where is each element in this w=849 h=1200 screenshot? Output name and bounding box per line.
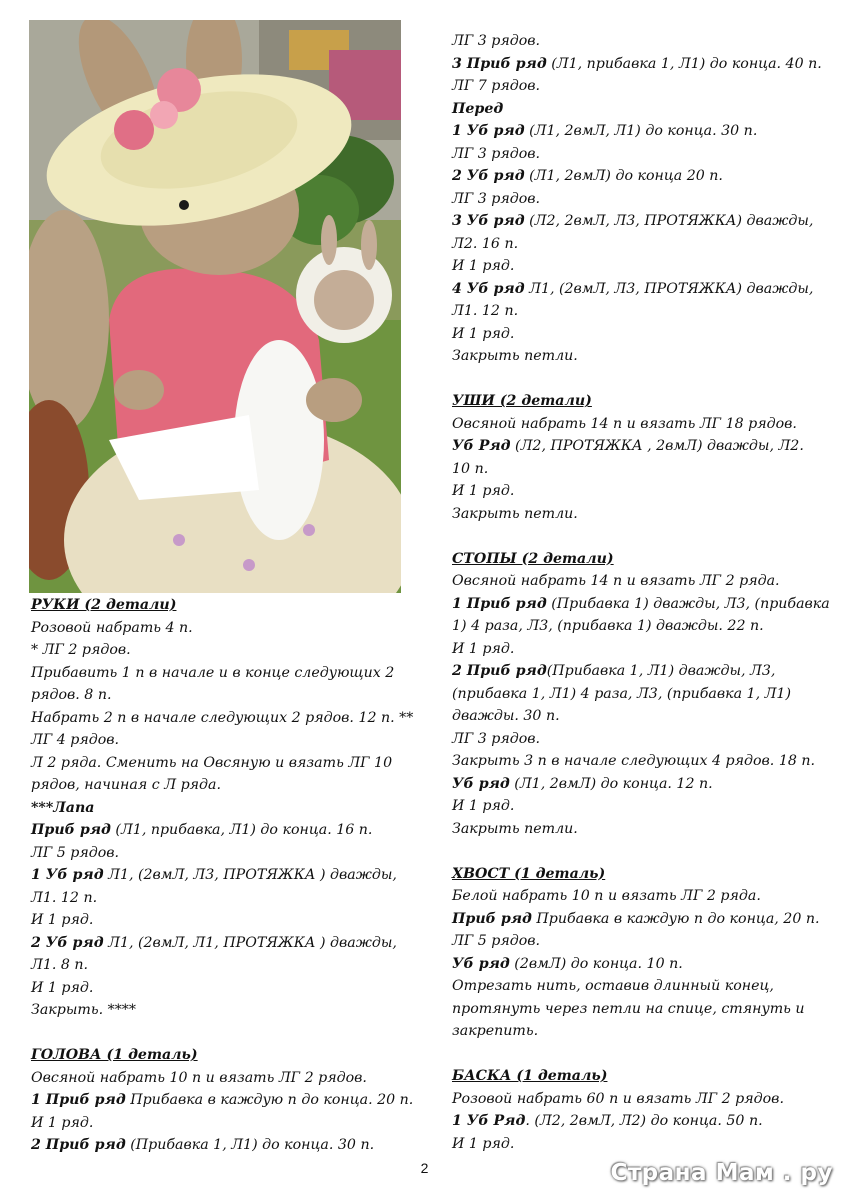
section-heading: СТОПЫ (2 детали) bbox=[452, 550, 614, 567]
instruction-text: ЛГ 3 рядов. bbox=[452, 730, 541, 747]
left-column-line bbox=[31, 774, 426, 797]
row-label: 2 Приб ряд bbox=[452, 663, 547, 679]
row-label: 1 Уб ряд bbox=[452, 123, 525, 139]
left-column-line bbox=[31, 842, 426, 865]
left-column-line bbox=[31, 999, 426, 1022]
right-column-line bbox=[452, 278, 842, 301]
section-heading: БАСКА (1 деталь) bbox=[452, 1068, 608, 1084]
paragraph-gap bbox=[452, 368, 842, 391]
left-column-line bbox=[31, 594, 426, 617]
instruction-text: (2вмЛ) до конца. 10 п. bbox=[509, 955, 683, 972]
paragraph-gap bbox=[31, 1022, 426, 1045]
instruction-text: ЛГ 5 рядов. bbox=[31, 844, 120, 861]
right-column-line bbox=[452, 570, 842, 593]
instruction-text: Л1, (2вмЛ, Л3, ПРОТЯЖКА ) дважды, bbox=[103, 867, 397, 883]
right-column-line bbox=[452, 233, 842, 256]
left-text-column bbox=[31, 594, 426, 1157]
page-number: 2 bbox=[420, 1160, 429, 1176]
right-column-line bbox=[452, 1133, 842, 1156]
right-column-line bbox=[452, 435, 842, 458]
right-column-line bbox=[452, 998, 842, 1021]
right-column-line bbox=[452, 818, 842, 841]
instruction-text: (Л1, прибавка, Л1) до конца. 16 п. bbox=[110, 822, 373, 838]
instruction-text: закрепить. bbox=[452, 1023, 539, 1039]
left-column-line bbox=[31, 797, 426, 820]
right-column-line bbox=[452, 548, 842, 571]
row-label: 2 Приб ряд bbox=[31, 1137, 126, 1153]
knitted-bunny-illustration bbox=[29, 20, 401, 593]
instruction-text: ЛГ 7 рядов. bbox=[452, 78, 541, 94]
right-column-line bbox=[452, 795, 842, 818]
row-label: 1 Уб Ряд bbox=[452, 1113, 526, 1129]
instruction-text: дважды. 30 п. bbox=[452, 708, 560, 724]
right-text-column bbox=[452, 30, 842, 1155]
right-column-line bbox=[452, 143, 842, 166]
right-column-line bbox=[452, 593, 842, 616]
row-label: Уб Ряд bbox=[452, 438, 511, 454]
right-column-line bbox=[452, 705, 842, 728]
row-label: 1 Уб ряд bbox=[31, 867, 104, 883]
instruction-text: И 1 ряд. bbox=[452, 325, 515, 342]
row-label: Приб ряд bbox=[452, 910, 532, 927]
instruction-text: Закрыть. **** bbox=[31, 1002, 136, 1018]
right-column-line bbox=[452, 1065, 842, 1088]
section-heading: ГОЛОВА (1 деталь) bbox=[31, 1047, 198, 1063]
right-column-line bbox=[452, 503, 842, 526]
instruction-text: Л 2 ряда. Сменить на Овсяную и вязать ЛГ 10 bbox=[31, 754, 393, 771]
left-column-line bbox=[31, 1067, 426, 1090]
left-column-line bbox=[31, 887, 426, 910]
left-column-line bbox=[31, 752, 426, 775]
instruction-text: Л2. 16 п. bbox=[452, 235, 519, 252]
left-column-line bbox=[31, 707, 426, 730]
row-label: Уб ряд bbox=[452, 775, 510, 792]
right-column-line bbox=[452, 98, 842, 121]
right-column-line bbox=[452, 863, 842, 886]
right-column-line bbox=[452, 1020, 842, 1043]
instruction-text: Овсяной набрать 10 п и вязать ЛГ 2 рядов. bbox=[31, 1069, 367, 1086]
instruction-text: * ЛГ 2 рядов. bbox=[31, 642, 131, 658]
instruction-text: ЛГ 5 рядов. bbox=[452, 933, 541, 949]
right-column-line bbox=[452, 930, 842, 953]
right-column-line bbox=[452, 458, 842, 481]
section-heading: РУКИ (2 детали) bbox=[31, 597, 177, 613]
left-column-line bbox=[31, 864, 426, 887]
instruction-text: (Л1, 2вмЛ) до конца 20 п. bbox=[524, 168, 723, 184]
instruction-text: Л1, (2вмЛ, Л3, ПРОТЯЖКА) дважды, bbox=[524, 280, 814, 297]
instruction-text: ЛГ 3 рядов. bbox=[452, 190, 541, 207]
instruction-text: Розовой набрать 60 п и вязать ЛГ 2 рядов. bbox=[452, 1090, 784, 1107]
right-column-line bbox=[452, 210, 842, 233]
instruction-text: (Л1, 2вмЛ, Л1) до конца. 30 п. bbox=[524, 123, 758, 139]
instruction-text: (Л1, прибавка 1, Л1) до конца. 40 п. bbox=[546, 55, 822, 72]
instruction-text: Л1. 12 п. bbox=[452, 303, 519, 319]
paragraph-gap bbox=[452, 525, 842, 548]
right-column-line bbox=[452, 728, 842, 751]
instruction-text: рядов. 8 п. bbox=[31, 687, 112, 703]
left-column-line bbox=[31, 954, 426, 977]
instruction-text: Розовой набрать 4 п. bbox=[31, 619, 193, 636]
right-column-line bbox=[452, 660, 842, 683]
left-column-line bbox=[31, 662, 426, 685]
right-column-line bbox=[452, 165, 842, 188]
instruction-text: (прибавка 1, Л1) 4 раза, Л3, (прибавка 1, Л1) bbox=[452, 685, 791, 702]
row-label: 2 Уб ряд bbox=[31, 934, 104, 951]
right-column-line bbox=[452, 53, 842, 76]
row-label: 1 Приб ряд bbox=[31, 1092, 126, 1108]
left-column-line bbox=[31, 977, 426, 1000]
instruction-text: Прибавка в каждую п до конца, 20 п. bbox=[531, 910, 820, 927]
right-column-line bbox=[452, 953, 842, 976]
right-column-line bbox=[452, 255, 842, 278]
right-column-line bbox=[452, 413, 842, 436]
right-column-line bbox=[452, 323, 842, 346]
right-column-line bbox=[452, 75, 842, 98]
instruction-text: (Прибавка 1) дважды, Л3, (прибавка bbox=[546, 595, 830, 612]
instruction-text: ЛГ 3 рядов. bbox=[452, 33, 541, 49]
instruction-text: протянуть через петли на спице, стянуть и bbox=[452, 1000, 805, 1017]
right-column-line bbox=[452, 750, 842, 773]
left-column-line bbox=[31, 639, 426, 662]
knitted-bunny-photo bbox=[29, 20, 401, 593]
instruction-text: И 1 ряд. bbox=[31, 979, 94, 996]
instruction-text: И 1 ряд. bbox=[452, 483, 515, 499]
instruction-text: Закрыть 3 п в начале следующих 4 рядов. 18 п. bbox=[452, 753, 816, 769]
right-column-line bbox=[452, 638, 842, 661]
right-column-line bbox=[452, 1088, 842, 1111]
paragraph-gap bbox=[452, 840, 842, 863]
right-column-line bbox=[452, 908, 842, 931]
left-column-line bbox=[31, 1112, 426, 1135]
instruction-text: Закрыть петли. bbox=[452, 820, 578, 837]
right-column-line bbox=[452, 683, 842, 706]
right-column-line bbox=[452, 480, 842, 503]
left-column-line bbox=[31, 909, 426, 932]
instruction-text: Л1. 8 п. bbox=[31, 957, 89, 973]
instruction-text: И 1 ряд. bbox=[452, 1135, 515, 1152]
row-label: Перед bbox=[452, 100, 504, 117]
right-column-line bbox=[452, 975, 842, 998]
row-label: ***Лапа bbox=[31, 799, 95, 816]
instruction-text: . (Л2, 2вмЛ, Л2) до конца. 50 п. bbox=[525, 1113, 763, 1129]
right-column-line bbox=[452, 1110, 842, 1133]
left-column-line bbox=[31, 684, 426, 707]
row-label: 4 Уб ряд bbox=[452, 280, 525, 297]
left-column-line bbox=[31, 1044, 426, 1067]
watermark-logo: Страна Мам . ру bbox=[610, 1160, 833, 1186]
row-label: 3 Уб ряд bbox=[452, 213, 525, 229]
left-column-line bbox=[31, 819, 426, 842]
right-column-line bbox=[452, 615, 842, 638]
row-label: Приб ряд bbox=[31, 822, 111, 838]
instruction-text: Отрезать нить, оставив длинный конец, bbox=[452, 978, 774, 994]
left-column-line bbox=[31, 932, 426, 955]
right-column-line bbox=[452, 773, 842, 796]
instruction-text: (Л2, ПРОТЯЖКА , 2вмЛ) дважды, Л2. bbox=[510, 438, 804, 454]
instruction-text: 10 п. bbox=[452, 460, 489, 477]
instruction-text: рядов, начиная с Л ряда. bbox=[31, 777, 222, 793]
right-column-line bbox=[452, 345, 842, 368]
instruction-text: И 1 ряд. bbox=[452, 258, 515, 274]
instruction-text: И 1 ряд. bbox=[452, 640, 515, 657]
left-column-line bbox=[31, 617, 426, 640]
instruction-text: Овсяной набрать 14 п и вязать ЛГ 18 рядов. bbox=[452, 415, 797, 432]
instruction-text: ЛГ 3 рядов. bbox=[452, 145, 541, 162]
instruction-text: (Л2, 2вмЛ, Л3, ПРОТЯЖКА) дважды, bbox=[524, 213, 814, 229]
instruction-text: ЛГ 4 рядов. bbox=[31, 732, 120, 748]
left-column-line bbox=[31, 729, 426, 752]
instruction-text: (Прибавка 1, Л1) дважды, Л3, bbox=[546, 663, 776, 679]
row-label: Уб ряд bbox=[452, 955, 510, 972]
left-column-line bbox=[31, 1134, 426, 1157]
right-column-line bbox=[452, 30, 842, 53]
instruction-text: Закрыть петли. bbox=[452, 348, 578, 364]
instruction-text: Л1, (2вмЛ, Л1, ПРОТЯЖКА ) дважды, bbox=[103, 934, 397, 951]
instruction-text: Закрыть петли. bbox=[452, 505, 578, 522]
instruction-text: 1) 4 раза, Л3, (прибавка 1) дважды. 22 п. bbox=[452, 618, 764, 634]
right-column-line bbox=[452, 390, 842, 413]
instruction-text: (Прибавка 1, Л1) до конца. 30 п. bbox=[125, 1137, 375, 1153]
row-label: 2 Уб ряд bbox=[452, 168, 525, 184]
instruction-text: Прибавка в каждую п до конца. 20 п. bbox=[125, 1092, 414, 1108]
row-label: 1 Приб ряд bbox=[452, 595, 547, 612]
right-column-line bbox=[452, 188, 842, 211]
instruction-text: И 1 ряд. bbox=[452, 798, 515, 814]
right-column-line bbox=[452, 300, 842, 323]
instruction-text: И 1 ряд. bbox=[31, 1114, 94, 1131]
instruction-text: Л1. 12 п. bbox=[31, 889, 98, 906]
instruction-text: Овсяной набрать 14 п и вязать ЛГ 2 ряда. bbox=[452, 573, 780, 589]
instruction-text: И 1 ряд. bbox=[31, 912, 94, 928]
section-heading: УШИ (2 детали) bbox=[452, 393, 592, 409]
instruction-text: Набрать 2 п в начале следующих 2 рядов. 12 п. ** bbox=[31, 709, 414, 726]
paragraph-gap bbox=[452, 1043, 842, 1066]
row-label: 3 Приб ряд bbox=[452, 55, 547, 72]
right-column-line bbox=[452, 120, 842, 143]
right-column-line bbox=[452, 885, 842, 908]
instruction-text: Прибавить 1 п в начале и в конце следующих 2 bbox=[31, 664, 395, 681]
section-heading: ХВОСТ (1 деталь) bbox=[452, 865, 606, 882]
left-column-line bbox=[31, 1089, 426, 1112]
instruction-text: (Л1, 2вмЛ) до конца. 12 п. bbox=[509, 775, 713, 792]
instruction-text: Белой набрать 10 п и вязать ЛГ 2 ряда. bbox=[452, 888, 761, 904]
